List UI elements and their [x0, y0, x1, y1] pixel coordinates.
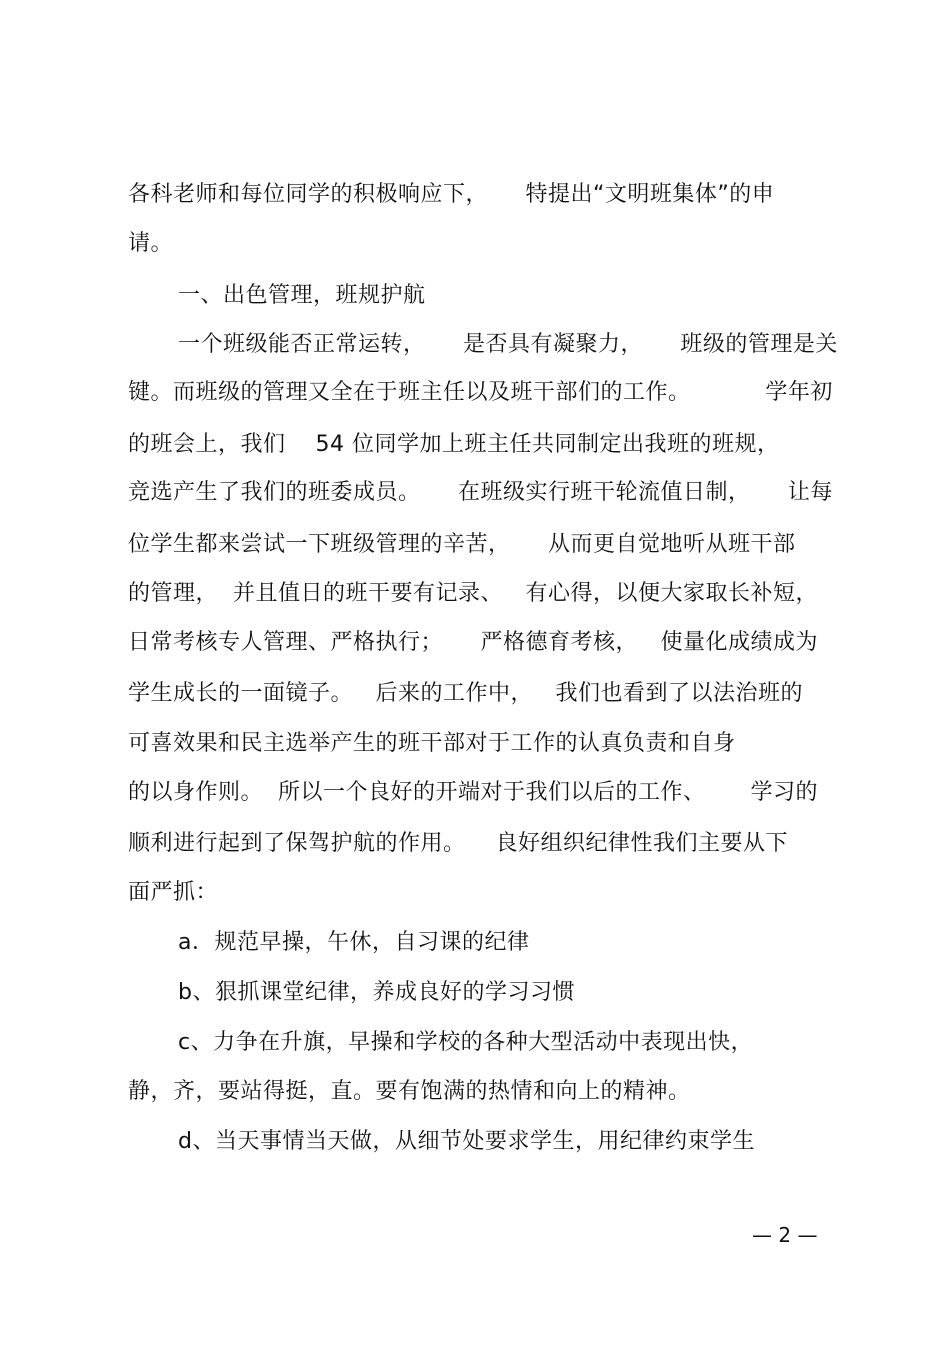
page-number: — 2 — [752, 1223, 818, 1247]
list-item: d、当天事情当天做，从细节处要求学生，用纪律约束学生 [178, 1129, 755, 1154]
paragraph-line: 的管理， 并且值日的班干要有记录、 有心得，以便大家取长补短， [128, 581, 818, 606]
section-heading: 一、出色管理，班规护航 [178, 283, 426, 308]
paragraph-line: 日常考核专人管理、严格执行； 严格德育考核， 使量化成绩成为 [128, 630, 818, 655]
paragraph-line: 键。而班级的管理又全在于班主任以及班干部们的工作。 学年初 [128, 380, 833, 405]
paragraph-line: 请。 [128, 231, 174, 256]
list-item: c、力争在升旗，早操和学校的各种大型活动中表现出快， [178, 1030, 754, 1055]
list-item: a．规范早操，午休，自习课的纪律 [178, 930, 530, 955]
paragraph-line: 顺利进行起到了保驾护航的作用。 良好组织纪律性我们主要从下 [128, 831, 788, 856]
paragraph-line: 位学生都来尝试一下班级管理的辛苦， 从而更自觉地听从班干部 [128, 532, 796, 557]
paragraph-line: 可喜效果和民主选举产生的班干部对于工作的认真负责和自身 [128, 731, 736, 756]
list-item-continuation: 静，齐，要站得挺，直。要有饱满的热情和向上的精神。 [128, 1079, 691, 1104]
paragraph-line: 竞选产生了我们的班委成员。 在班级实行班干轮流值日制， 让每 [128, 480, 833, 505]
paragraph-line: 各科老师和每位同学的积极响应下， 特提出“文明班集体”的申 [128, 182, 775, 207]
list-item: b、狠抓课堂纪律，养成良好的学习习惯 [178, 980, 575, 1005]
paragraph-line: 学生成长的一面镜子。 后来的工作中， 我们也看到了以法治班的 [128, 681, 803, 706]
paragraph-line: 的以身作则。 所以一个良好的开端对于我们以后的工作、 学习的 [128, 780, 818, 805]
paragraph-line: 面严抓： [128, 880, 219, 905]
paragraph-line: 一个班级能否正常运转， 是否具有凝聚力， 班级的管理是关 [178, 332, 838, 357]
paragraph-line: 的班会上，我们 54 位同学加上班主任共同制定出我班的班规， [128, 432, 780, 457]
